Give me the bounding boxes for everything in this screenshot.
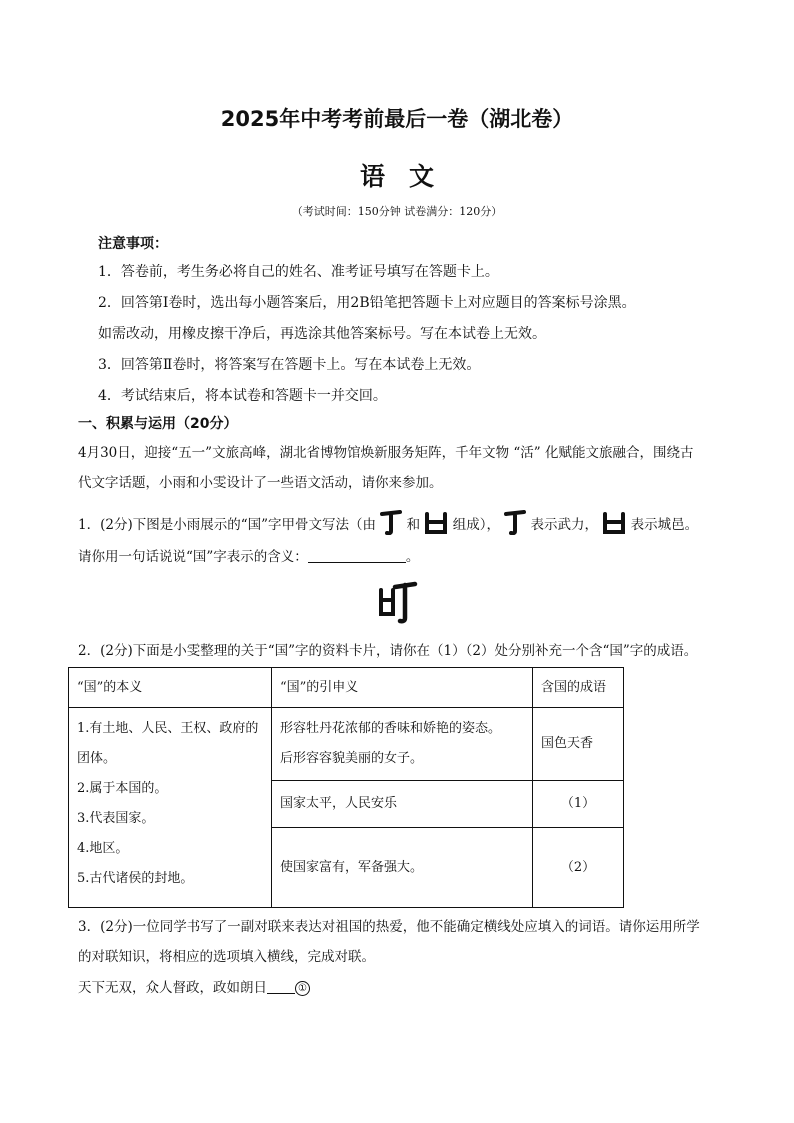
- note-item: 2．回答第Ⅰ卷时，选出每小题答案后，用2B铅笔把答题卡上对应题目的答案标号涂黑。: [98, 295, 636, 311]
- extended-meaning-cell: 使国家富有，军备强大。: [272, 828, 533, 908]
- meaning-line: 2.属于本国的。: [77, 781, 168, 796]
- extended-meaning-cell: 国家太平，人民安乐: [272, 781, 533, 828]
- oracle-ge-icon: [380, 509, 402, 535]
- question-1: [78, 509, 698, 535]
- question-2: 2．(2分)下面是小雯整理的关于“国”字的资料卡片，请你在（1）（2）处分别补充一个含“国”字的成语。: [78, 643, 698, 659]
- intro-line: 4月30日，迎接“五一”文旅高峰，湖北省博物馆焕新服务矩阵，千年文物 “活” 化赋能文旅融合，围绕古: [78, 445, 694, 461]
- extended-meaning-cell: [272, 708, 533, 781]
- q1-text-e: 表示城邑。: [630, 517, 699, 533]
- blank-marker: ①: [295, 981, 310, 996]
- table-header: 含国的成语: [533, 668, 624, 708]
- extended-line: 后形容容貌美丽的女子。: [280, 751, 424, 766]
- table-header: “国”的引申义: [272, 668, 533, 708]
- idiom-answer-cell[interactable]: （2）: [533, 828, 624, 908]
- q1-text-b: 和: [406, 517, 421, 533]
- meaning-line: 1.有土地、人民、王权、政府的: [77, 721, 259, 736]
- oracle-guo-character-icon: [378, 578, 418, 624]
- q1-text-c: 组成），: [452, 517, 500, 533]
- note-item: 4．考试结束后，将本试卷和答题卡一并交回。: [98, 388, 387, 404]
- meaning-line: 3.代表国家。: [77, 811, 155, 826]
- exam-title: 2025年中考考前最后一卷（湖北卷）: [220, 107, 574, 131]
- question-3-line: 的对联知识，将相应的选项填入横线，完成对联。: [78, 949, 375, 965]
- note-item: 3．回答第Ⅱ卷时，将答案写在答题卡上。写在本试卷上无效。: [98, 357, 481, 373]
- idiom-answer-cell[interactable]: （1）: [533, 781, 624, 828]
- question-1-prompt: [78, 547, 419, 567]
- couplet-blank[interactable]: [267, 979, 295, 994]
- original-meaning-cell: [69, 708, 272, 908]
- extended-line: 形容牡丹花浓郁的香味和娇艳的姿态。: [280, 721, 502, 736]
- section-heading: 一、积累与运用（20分）: [78, 416, 238, 432]
- info-card-table: [68, 667, 624, 908]
- exam-time-info: （考试时间：150分钟 试卷满分：120分）: [291, 205, 503, 218]
- idiom-cell: 国色天香: [533, 708, 624, 781]
- q1-text-d: 表示武力，: [530, 517, 599, 533]
- question-3-line: 3．(2分)一位同学书写了一副对联来表达对祖国的热爱，他不能确定横线处应填入的词语。请你运用所学: [78, 919, 700, 935]
- oracle-ge-icon: [504, 509, 526, 535]
- notes-heading: 注意事项：: [98, 236, 168, 252]
- meaning-line: 4.地区。: [77, 841, 129, 856]
- answer-blank[interactable]: [308, 548, 406, 563]
- q1-prompt-end: 。: [405, 549, 420, 565]
- q1-text-a: 1．(2分)下图是小雨展示的“国”字甲骨文写法（由: [78, 517, 377, 533]
- oracle-city-icon: [602, 511, 626, 535]
- intro-line: 代文字话题，小雨和小雯设计了一些语文活动，请你来参加。: [78, 475, 443, 491]
- note-item: 1．答卷前，考生务必将自己的姓名、准考证号填写在答题卡上。: [98, 264, 499, 280]
- couplet-line: [78, 978, 310, 998]
- table-header: “国”的本义: [69, 668, 272, 708]
- q1-prompt-text: 请你用一句话说说“国”字表示的含义：: [78, 549, 308, 565]
- couplet-text: 天下无双，众人督政，政如朗日: [78, 980, 267, 996]
- meaning-line: 5.古代诸侯的封地。: [77, 871, 194, 886]
- subject-title: 语文: [359, 162, 458, 191]
- oracle-city-icon: [424, 511, 448, 535]
- note-item: 如需改动，用橡皮擦干净后，再选涂其他答案标号。写在本试卷上无效。: [98, 326, 546, 342]
- meaning-line: 团体。: [77, 751, 117, 766]
